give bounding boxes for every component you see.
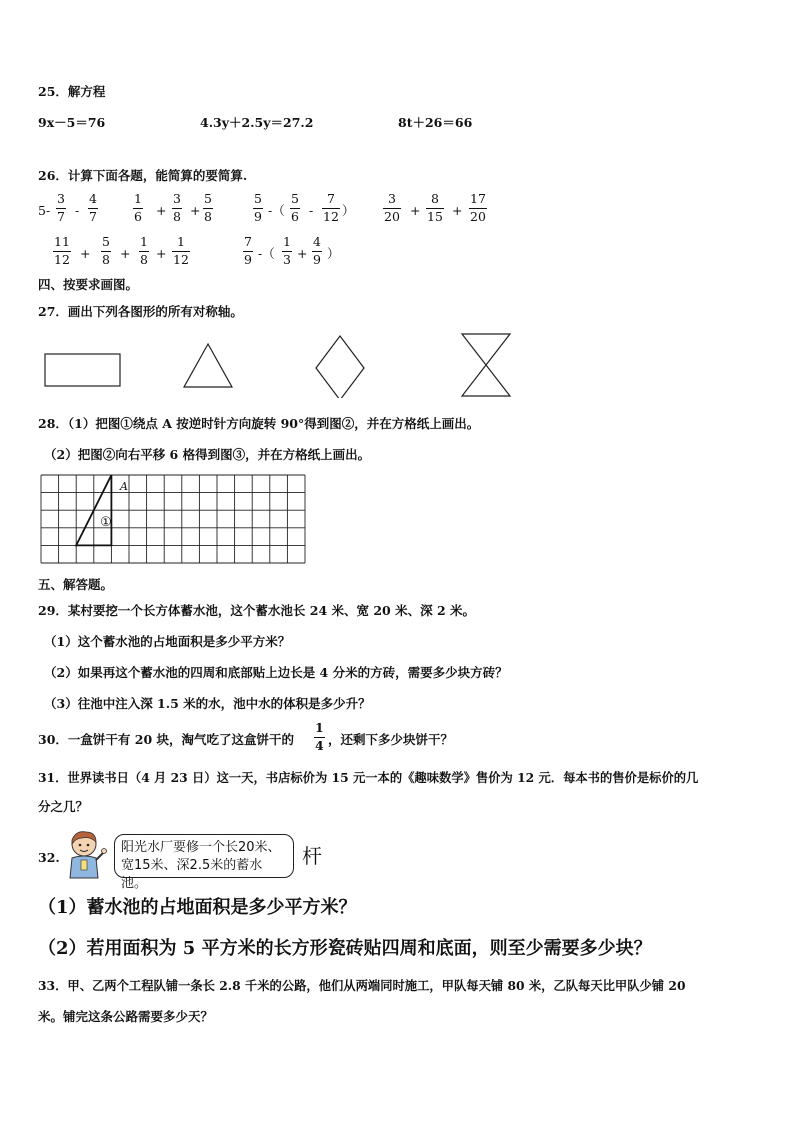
expr1-prefix: 5- bbox=[38, 203, 51, 218]
fraction: $\frac{5}{8}$ bbox=[204, 191, 212, 224]
paren-close: ） bbox=[342, 203, 355, 218]
q25-equation-2: 4.3y＋2.5y＝27.2 bbox=[200, 115, 314, 130]
operator: - bbox=[309, 203, 314, 218]
fraction: $\frac{1}{8}$ bbox=[140, 234, 148, 267]
q33-line-1: 33．甲、乙两个工程队铺一条长 2.8 千米的公路，他们从两端同时施工，甲队每天铺 80 米，乙队每天比甲队少铺 20 bbox=[38, 978, 686, 993]
figure-1-label: ① bbox=[100, 515, 112, 530]
q28-line-1: 28．（1）把图①绕点 A 按逆时针方向旋转 90°得到图②，并在方格纸上画出。 bbox=[38, 416, 480, 431]
q29-part-3: （3）往池中注入深 1.5 米的水，池中水的体积是多少升？ bbox=[44, 696, 371, 711]
fraction: $\frac{5}{9}$ bbox=[254, 191, 262, 224]
hourglass-shape bbox=[462, 334, 510, 396]
fraction: $\frac{5}{8}$ bbox=[102, 234, 110, 267]
fraction: $\frac{3}{20}$ bbox=[384, 191, 400, 224]
q27-title: 27．画出下列各图形的所有对称轴。 bbox=[38, 304, 243, 319]
fraction: $\frac{1}{6}$ bbox=[134, 191, 142, 224]
operator: + bbox=[452, 203, 463, 218]
rectangle-shape bbox=[45, 354, 120, 386]
speech-bubble bbox=[114, 834, 294, 891]
q28-line-2: （2）把图②向右平移 6 格得到图③，并在方格纸上画出。 bbox=[44, 447, 371, 462]
operator: + bbox=[190, 203, 201, 218]
fraction: $\frac{4}{9}$ bbox=[313, 234, 321, 267]
q30-text-before: 30．一盒饼干有 20 块，淘气吃了这盒饼干的 bbox=[38, 732, 294, 747]
paren-close: ） bbox=[327, 246, 340, 261]
q31-line-1: 31．世界读书日（4 月 23 日）这一天，书店标价为 15 元一本的《趣味数学》售价为 12 元．每本书的售价是标价的几 bbox=[38, 770, 699, 785]
fraction: $\frac{17}{20}$ bbox=[470, 191, 486, 224]
q25-equation-3: 8t＋26＝66 bbox=[398, 115, 473, 130]
q33-line-2: 米。铺完这条公路需要多少天？ bbox=[38, 1009, 214, 1024]
operator: - bbox=[75, 203, 80, 218]
q32-trailing-glyph: 杆 bbox=[302, 844, 322, 868]
bubble-line-2: 宽15米、深2.5米的蓄水池。 bbox=[121, 858, 263, 891]
operator: + bbox=[297, 246, 308, 261]
operator: -（ bbox=[258, 246, 275, 261]
q31-line-2: 分之几？ bbox=[38, 799, 89, 814]
q32-part-1: （1）蓄水池的占地面积是多少平方米？ bbox=[38, 897, 357, 918]
operator: -（ bbox=[268, 203, 285, 218]
q25-equation-1: 9x－5＝76 bbox=[38, 115, 106, 130]
q29-part-2: （2）如果再这个蓄水池的四周和底部贴上边长是 4 分米的方砖，需要多少块方砖？ bbox=[44, 665, 508, 680]
rhombus-shape bbox=[316, 336, 364, 398]
operator: + bbox=[410, 203, 421, 218]
fraction: $\frac{8}{15}$ bbox=[427, 191, 443, 224]
q27-shapes bbox=[0, 328, 560, 398]
q30-fraction: $\frac{1}{4}$ bbox=[315, 720, 324, 753]
child-illustration bbox=[62, 828, 108, 880]
q32-number: 32. bbox=[38, 850, 60, 865]
grid-paper bbox=[40, 474, 310, 574]
operator: + bbox=[156, 246, 167, 261]
q26-title: 26．计算下面各题，能简算的要简算. bbox=[38, 168, 248, 183]
section-4-heading: 四、按要求画图。 bbox=[38, 277, 139, 292]
section-5-heading: 五、解答题。 bbox=[38, 577, 114, 592]
point-a-label: A bbox=[120, 480, 128, 493]
fraction: $\frac{11}{12}$ bbox=[54, 234, 70, 267]
triangle-shape bbox=[184, 344, 232, 387]
q29-title: 29．某村要挖一个长方体蓄水池，这个蓄水池长 24 米、宽 20 米、深 2 米。 bbox=[38, 603, 475, 618]
q29-part-1: （1）这个蓄水池的占地面积是多少平方米？ bbox=[44, 634, 291, 649]
q25-title: 25．解方程 bbox=[38, 84, 106, 99]
q32-part-2: （2）若用面积为 5 平方米的长方形瓷砖贴四周和底面，则至少需要多少块？ bbox=[38, 938, 652, 959]
operator: + bbox=[120, 246, 131, 261]
operator: + bbox=[80, 246, 91, 261]
fraction: $\frac{5}{6}$ bbox=[291, 191, 299, 224]
fraction: $\frac{7}{9}$ bbox=[244, 234, 252, 267]
fraction: $\frac{1}{12}$ bbox=[173, 234, 189, 267]
bubble-line-1: 阳光水厂要修一个长20米、 bbox=[121, 840, 281, 855]
fraction: $\frac{1}{3}$ bbox=[283, 234, 291, 267]
operator: + bbox=[156, 203, 167, 218]
fraction: $\frac{3}{7}$ bbox=[57, 191, 65, 224]
fraction: $\frac{4}{7}$ bbox=[89, 191, 97, 224]
q30-text-after: ，还剩下多少块饼干？ bbox=[328, 732, 454, 747]
fraction: $\frac{3}{8}$ bbox=[173, 191, 181, 224]
fraction: $\frac{7}{12}$ bbox=[323, 191, 339, 224]
